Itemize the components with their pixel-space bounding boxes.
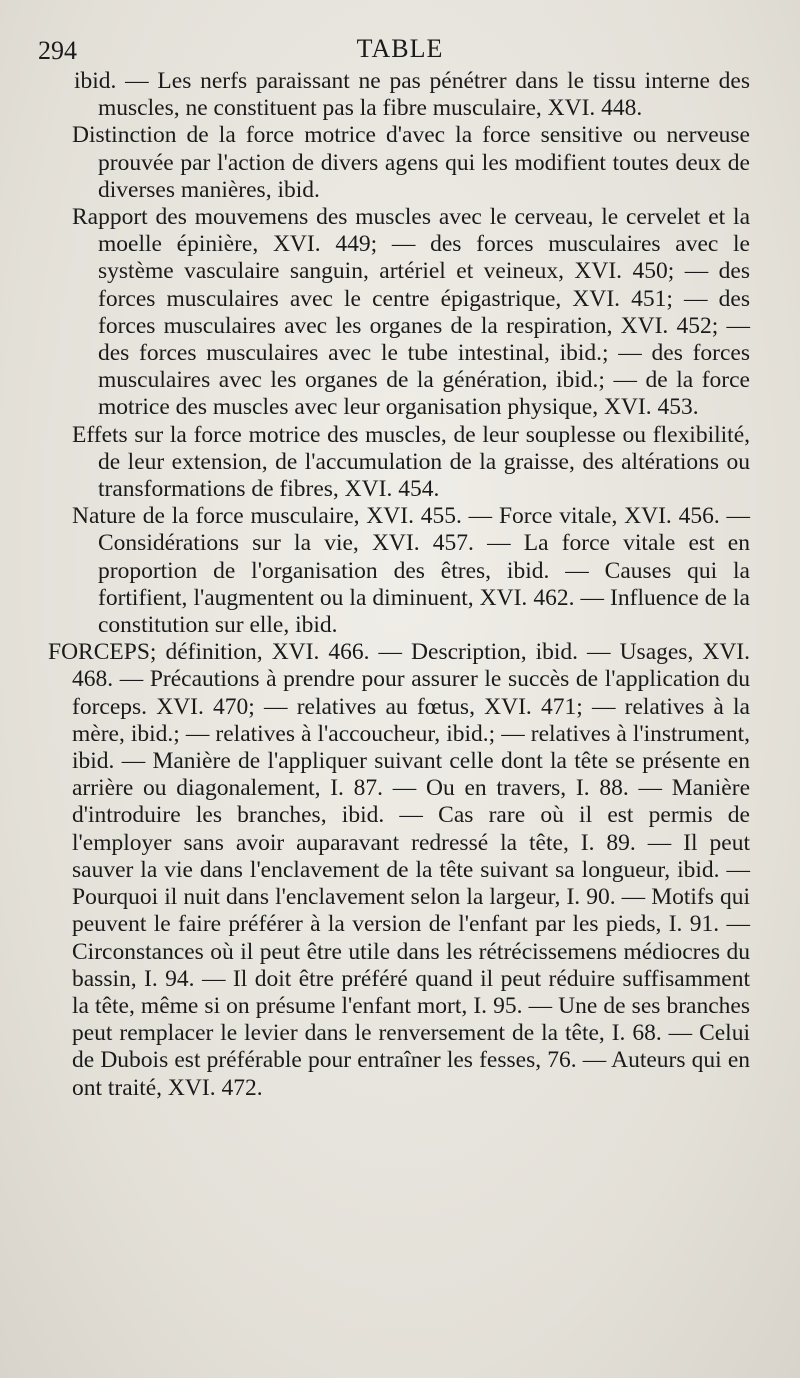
index-text [48,68,750,1102]
index-entry: Effets sur la force motrice des muscles, de leur souplesse ou flexibilité, de leur extension, de l'accumulation de la graisse, des altérations ou transformations de fibres, XVI. 454. [72,421,750,503]
running-title: TABLE [356,34,444,63]
page-number: 294 [38,36,77,65]
page-header [0,30,800,70]
index-entry: Distinction de la force motrice d'avec la force sensitive ou nerveuse prouvée par l'action de divers agens qui les modifient toutes deux de diverses manières, ibid. [72,122,750,203]
index-entry-forceps: FORCEPS; définition, XVI. 466. — Description, ibid. — Usages, XVI. 468. — Précautions à prendre pour assurer le succès de l'application du forceps. XVI. 470; — relatives au fœtus, XVI. 471; — relatives à la mère, ibid.; — relatives à l'accoucheur, ibid.; — relatives à l'instrument, ibid. — Manière de l'appliquer suivant celle dont la tête se présente en arrière ou diagonalement, I. 87. — Ou en travers, I. 88. — Manière d'introduire les branches, ibid. — Cas rare où il est permis de l'employer sans avoir auparavant redressé la tête, I. 89. — Il peut sauver la vie dans l'enclavement de la tête suivant sa longueur, ibid. — Pourquoi il nuit dans l'enclavement selon la largeur, I. 90. — Motifs qui peuvent le faire préférer à la version de l'enfant par les pieds, I. 91. — Circonstances où il peut être utile dans les rétrécissemens médiocres du bassin, I. 94. — Il doit être préféré quand il peut réduire suffisamment la tête, même si on présume l'enfant mort, I. 95. — Une de ses branches peut remplacer le levier dans le renversement de la tête, I. 68. — Celui de Dubois est préférable pour entraîner les fesses, 76. — Auteurs qui en ont traité, XVI. 472. [48,639,750,1101]
index-entry: ibid. — Les nerfs paraissant ne pas pénétrer dans le tissu interne des muscles, ne constituent pas la fibre musculaire, XVI. 448. [74,68,750,122]
index-entry: Nature de la force musculaire, XVI. 455. — Force vitale, XVI. 456. — Considérations sur la vie, XVI. 457. — La force vitale est en proportion de l'organisation des êtres, ibid. — Causes qui la fortifient, l'augmentent ou la diminuent, XVI. 462. — Influence de la constitution sur elle, ibid. [72,503,750,639]
index-entry: Rapport des mouvemens des muscles avec le cerveau, le cervelet et la moelle épinière, XVI. 449; — des forces musculaires avec le système vasculaire sanguin, artériel et veineux, XVI. 450; — des forces musculaires avec le centre épigastrique, XVI. 451; — des forces musculaires avec les organes de la respiration, XVI. 452; — des forces musculaires avec le tube intestinal, ibid.; — des forces musculaires avec les organes de la génération, ibid.; — de la force motrice des muscles avec leur organisation physique, XVI. 453. [72,204,750,421]
